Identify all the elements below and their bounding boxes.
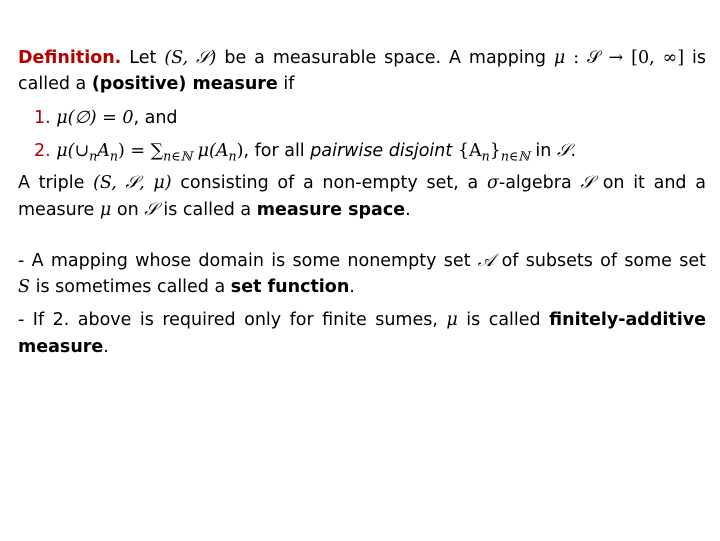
list-marker: 1.	[34, 108, 51, 128]
term-finitely-additive: finitely-additive	[549, 310, 706, 330]
text: -algebra	[498, 173, 572, 193]
text: A triple	[18, 173, 85, 193]
math-part: A	[97, 141, 110, 161]
math-measure-space-triple: (S, 𝒮, μ)	[93, 173, 172, 193]
math-mapping	[554, 48, 684, 68]
math-sub: n∈ℕ	[500, 148, 530, 164]
text: is	[691, 48, 706, 68]
list-item-1	[34, 106, 706, 130]
math-empty-set-condition: μ(∅) = 0	[56, 108, 134, 128]
remark-2-line-1	[18, 308, 706, 332]
definition-line-1	[18, 46, 706, 70]
text: consisting of a non-empty set, a	[180, 173, 479, 193]
triple-line-2	[18, 198, 706, 222]
term-positive-measure: (positive) measure	[91, 74, 278, 94]
text: - A mapping whose domain is some nonempty set	[18, 251, 471, 271]
math-mu: μ	[99, 200, 112, 220]
triple-line-1	[18, 171, 706, 195]
math-sub: n	[228, 148, 237, 164]
text: .	[405, 200, 411, 220]
math-mapping-range: : 𝒮 → [0, ∞]	[565, 48, 685, 68]
text: .	[349, 277, 355, 297]
text: on	[116, 200, 139, 220]
emphasis-pairwise-disjoint: pairwise disjoint	[310, 141, 453, 161]
math-part: {A	[457, 141, 482, 161]
text: Let	[129, 48, 157, 68]
math-script-a: 𝒜	[477, 251, 495, 271]
text: measure	[18, 200, 95, 220]
term-set-function: set function	[230, 277, 350, 297]
text: , for all	[243, 141, 305, 161]
text: .	[570, 141, 577, 161]
math-sequence	[457, 141, 530, 164]
text: of subsets of some set	[501, 251, 706, 271]
math-measurable-space: (S, 𝒮)	[164, 48, 217, 68]
math-part: μ(∪	[56, 141, 90, 161]
text: if	[283, 74, 295, 94]
text: , and	[133, 108, 178, 128]
text: in	[535, 141, 552, 161]
text: is sometimes called a	[35, 277, 226, 297]
term-measure: measure	[18, 337, 104, 357]
math-sub: n	[89, 148, 98, 164]
math-mu: μ	[553, 48, 566, 68]
math-part: ) = ∑	[118, 141, 164, 161]
math-sub: n	[481, 148, 490, 164]
math-sub: n∈ℕ	[163, 148, 193, 164]
remark-1-line-2	[18, 275, 706, 299]
text: is called a	[163, 200, 252, 220]
text: is called	[466, 310, 541, 330]
math-part: }	[489, 141, 501, 161]
remark-1-line-1	[18, 249, 706, 273]
definition-line-2	[18, 72, 706, 96]
math-sub: n	[109, 148, 119, 164]
term-measure-space: measure space	[256, 200, 406, 220]
sigma-algebra-term	[487, 173, 572, 193]
list-item-2	[34, 139, 706, 163]
math-script-s: 𝒮	[144, 200, 158, 220]
math-script-s: 𝒮	[580, 173, 594, 193]
list-marker: 2.	[34, 141, 51, 161]
remark-2-line-2	[18, 335, 706, 359]
math-sigma: σ	[486, 173, 499, 193]
definition-heading: Definition.	[18, 48, 122, 68]
math-s: S	[18, 277, 30, 297]
text: - If 2. above is required only for finite sumes,	[18, 310, 438, 330]
math-sigma-algebra: 𝒮	[556, 141, 571, 161]
text: .	[103, 337, 109, 357]
math-part: )	[236, 141, 244, 161]
text: on it and a	[602, 173, 706, 193]
math-part: μ(A	[192, 141, 229, 161]
text: called a	[18, 74, 87, 94]
math-mu: μ	[446, 310, 458, 330]
math-countable-additivity	[56, 141, 244, 164]
text: be a measurable space. A mapping	[224, 48, 546, 68]
